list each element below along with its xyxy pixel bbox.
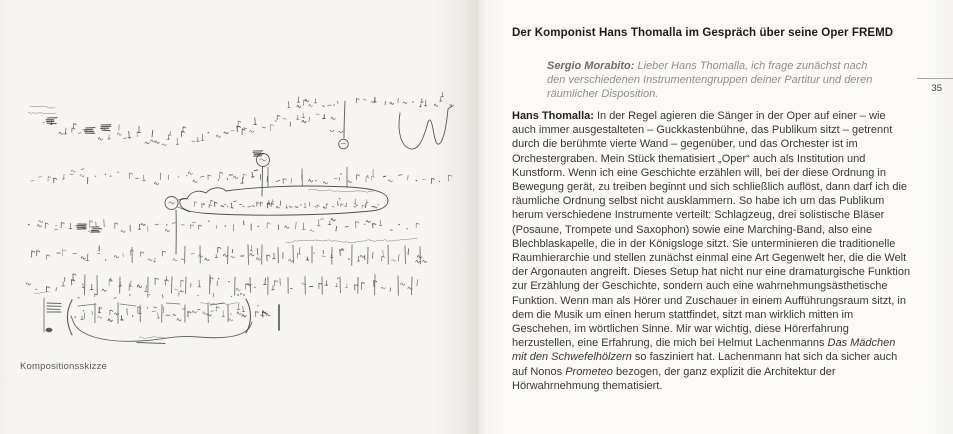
right-page [478, 0, 953, 434]
answer-text-3: bezogen, der ganz explizit die Architektur der Hörwahrnehmung thematisiert. [512, 365, 836, 392]
sketch-caption: Kompositionsskizze [20, 361, 108, 372]
work-title-2: Prometeo [565, 365, 613, 378]
work-title-1: Das Mädchen mit den Schwefelhölzern [512, 337, 896, 364]
interview-answer [512, 109, 912, 393]
interview-question [547, 59, 881, 101]
question-speaker: Sergio Morabito: [547, 60, 635, 72]
answer-speaker: Hans Thomalla: [512, 110, 594, 122]
article-heading: Der Komponist Hans Thomalla im Gespräch über seine Oper FREMD [512, 27, 894, 39]
page-number: 35 [931, 83, 942, 94]
answer-text-1: In der Regel agieren die Sänger in der Oper auf einer – wie auch immer ausgestalteten – Guckkastenbühne, das Publikum sitzt – getrennt durch die berühmte vierte Wand – gegenüber, und das Orchester ist im Orchestergraben. Mein Stück thematisiert „Oper“ auch als Institution und Kunstform. Wenn ich eine Geschichte erzählen will, bei der diese Ordnung in Bewegung gerät, zu treiben beginnt und sich schließlich auflöst, dann darf ich die räumliche Ordnung selbst nicht ausklammern. So habe ich um das Publikum herum verschiedene Instrumente verteilt: Schlagzeug, drei solistische Bläser (Posaune, Trompete und Saxophon) sowie eine Marching-Band, also eine Blechblaskapelle, die in der Königsloge sitzt. Sie unterminieren die traditionelle Raumhierarchie und stellen zunächst einmal eine Art Gegenwelt her, die die Welt der Argonauten angreift. Dieses Setup hat nicht nur eine dramaturgische Funktion zur Erzählung der Geschichte, sondern auch eine wahrnehmungsästhetische Funktion. Wenn man als Hörer und Zuschauer in einem Aufführungsraum sitzt, in dem die Musik um einen herum stattfindet, sitzt man wirklich mitten im Geschehen, im wörtlichen Sinne. Mir war wichtig, diese Hörerfahrung herzustellen, eine Erfahrung, die mich bei Helmut Lachenmanns [512, 110, 911, 350]
question-text: Lieber Hans Thomalla, ich frage zunächst nach den verschiedenen Instrumentengruppen deiner Partitur und deren räumlicher Disposition. [547, 60, 873, 100]
page-number-rule [917, 78, 953, 79]
answer-text-2: so fasziniert hat. Lachenmann hat sich da sicher auch auf Nonos [512, 351, 898, 378]
